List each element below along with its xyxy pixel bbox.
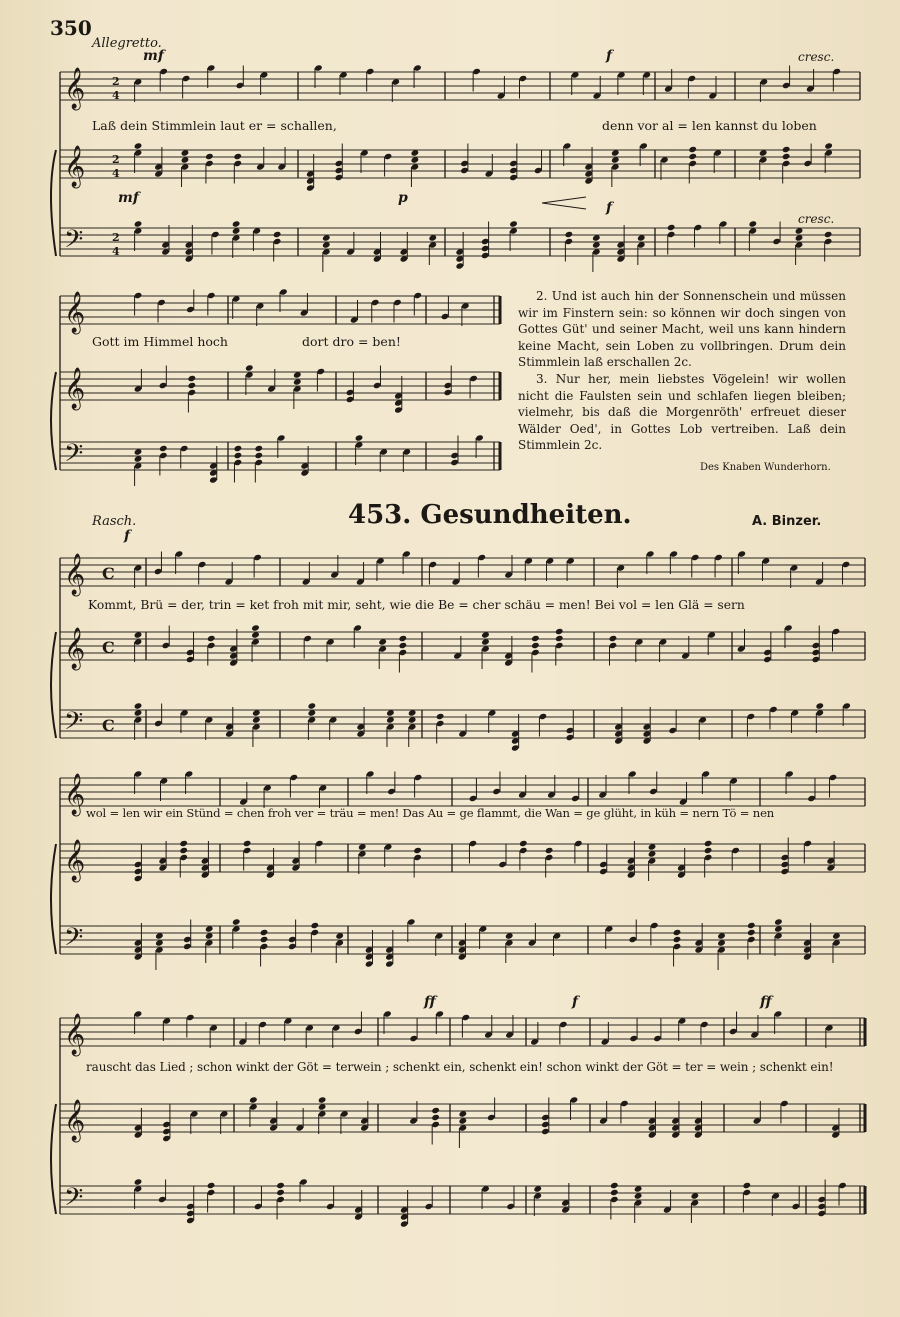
- song2-tempo: Rasch.: [92, 514, 137, 529]
- svg-text:4: 4: [112, 167, 120, 180]
- svg-text:C: C: [102, 638, 115, 657]
- song1-dynamic-f-piano: f: [606, 200, 613, 216]
- svg-text:2: 2: [112, 153, 120, 166]
- song2-composer: A. Binzer.: [752, 514, 822, 529]
- svg-text:2: 2: [112, 75, 120, 88]
- verse-3: 3. Nur her, mein liebstes Vögelein! wir wollen nicht die Faulsten sein und schlafen liegen bleiben; vielmehr, bis daß die Morgenröth' erfreuet dieser Wälder Oed', in Gottes Lob vertreiben. Laß dein Stimmlein 2c.: [518, 371, 846, 453]
- svg-text:𝄞: 𝄞: [64, 628, 86, 669]
- svg-text:𝄢: 𝄢: [64, 225, 84, 260]
- song2-number: 453.: [348, 500, 412, 530]
- svg-text:𝄞: 𝄞: [64, 840, 86, 881]
- svg-text:𝄞: 𝄞: [64, 368, 86, 409]
- song1-dynamic-mf-voice: mf: [143, 48, 164, 64]
- svg-text:2: 2: [112, 231, 120, 244]
- svg-text:C: C: [102, 716, 115, 735]
- song1-lyrics-line1: Laß dein Stimmlein laut er = schallen,: [92, 118, 337, 133]
- svg-text:𝄢: 𝄢: [64, 439, 84, 474]
- svg-text:𝄞: 𝄞: [64, 774, 86, 815]
- svg-text:𝄞: 𝄞: [64, 554, 86, 595]
- song2-lyrics-line3: rauscht das Lied ; schon winkt der Göt = terwein ; schenkt ein, schenkt ein! schon winkt der Göt = ter = wein ; schenkt ein!: [86, 1060, 834, 1074]
- svg-text:𝄞: 𝄞: [64, 68, 86, 109]
- song1-dynamic-p-piano: p: [398, 190, 408, 206]
- song1-lyrics-line2b: dort dro = ben!: [302, 334, 401, 349]
- verse-2: 2. Und ist auch hin der Sonnenschein und müssen wir im Finstern sein: so können wir doch singen von Gottes Güt' und seiner Macht, weil uns kann hindern keine Macht, sein Loben zu vollbringen. Drum dein Stimmlein laß erschallen 2c.: [518, 289, 846, 370]
- song1-lyrics-line1b: denn vor al = len kannst du loben: [602, 118, 817, 133]
- song1-cresc-piano: cresc.: [798, 212, 835, 226]
- svg-text:𝄢: 𝄢: [64, 707, 84, 742]
- song2-lyrics-line1: Kommt, Brü = der, trin = ket froh mit mir, seht, wie die Be = cher schäu = men! Bei vol = len Glä = sern: [88, 598, 745, 612]
- svg-text:𝄞: 𝄞: [64, 292, 86, 333]
- svg-text:𝄞: 𝄞: [64, 1100, 86, 1141]
- song2-dynamic-f: f: [124, 528, 131, 544]
- song1-cresc-voice: cresc.: [798, 50, 835, 64]
- svg-text:𝄞: 𝄞: [64, 1014, 86, 1055]
- song1-dynamic-f-voice: f: [606, 48, 613, 64]
- svg-text:𝄢: 𝄢: [64, 1183, 84, 1218]
- song2-title-text: Gesundheiten.: [420, 500, 632, 530]
- svg-text:𝄢: 𝄢: [64, 923, 84, 958]
- song1-dynamic-mf-piano: mf: [118, 190, 139, 206]
- song1-tempo: Allegretto.: [92, 36, 162, 51]
- song2-lyrics-line2: wol = len wir ein Stünd = chen froh ver = träu = men! Das Au = ge flammt, die Wan = ge glüht, in küh = nern Tö = nen: [86, 806, 774, 820]
- song2-dynamic-ff-2: ff: [760, 994, 772, 1010]
- song1-attribution: Des Knaben Wunderhorn.: [700, 462, 831, 473]
- song2-dynamic-ff-1: ff: [424, 994, 436, 1010]
- svg-text:4: 4: [112, 89, 120, 102]
- svg-text:4: 4: [112, 245, 120, 258]
- song2-dynamic-f-2: f: [572, 994, 579, 1010]
- svg-text:C: C: [102, 564, 115, 583]
- song1-lyrics-line2: Gott im Himmel hoch: [92, 334, 228, 349]
- svg-text:𝄞: 𝄞: [64, 146, 86, 187]
- page-number: 350: [50, 16, 92, 40]
